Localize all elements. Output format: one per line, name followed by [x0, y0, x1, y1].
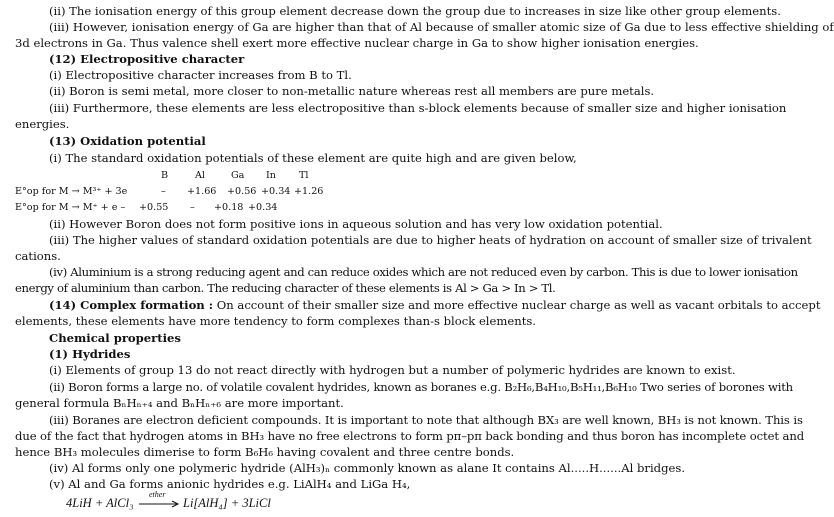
para-less-electropositive-line2: energies.: [15, 117, 70, 131]
heading-hydrides: (1) Hydrides: [49, 347, 131, 361]
para-boron-no-ions: (ii) However Boron does not form positive ions in aqueous solution and has very low oxidation potential.: [49, 217, 663, 231]
para-anionic-hydrides: (v) Al and Ga forms anionic hydrides e.g. LiAlH₄ and LiGa H₄,: [49, 477, 411, 491]
table-header-ga: Ga: [231, 170, 245, 181]
table-row2-in: +0.34: [248, 202, 278, 213]
para-complex-formation-line2: elements, these elements have more tendency to form complexes than-s block elements.: [15, 314, 536, 328]
para-complex-formation-line1: [49, 298, 820, 313]
heading-complex-formation: (14) Complex formation :: [49, 298, 214, 312]
para-less-electropositive-line1: (iii) Furthermore, these elements are less electropositive than s-block elements because of smaller size and higher ionisation: [49, 101, 787, 115]
para-hydrides-intro: (i) Elements of group 13 do not react directly with hydrogen but a number of polymeric hydrides are known to exist.: [49, 363, 736, 377]
table-row1-label: E°op for M → M³⁺ + 3e: [15, 186, 128, 197]
table-row2-al: –: [190, 202, 195, 213]
table-row1-ga: +0.56: [227, 186, 257, 197]
table-row1-tl: +1.26: [294, 186, 324, 197]
table-row1-in: +0.34: [261, 186, 291, 197]
equation-condition: ether: [149, 490, 166, 499]
para-alane: (iv) Al forms only one polymeric hydride (AlH₃)ₙ commonly known as alane It contains Al.....H......Al bridges.: [49, 461, 686, 475]
complex-formation-text: On account of their smaller size and more effective nuclear charge as well as vacant orbitals to accept: [213, 298, 821, 312]
table-header-b: B: [161, 170, 169, 181]
para-ga-ionisation-line1: (iii) However, ionisation energy of Ga are higher than that of Al because of smaller atomic size of Ga due to less effective shielding of: [49, 20, 834, 34]
table-header-al: Al: [195, 170, 205, 181]
para-hydration-line1: (iii) The higher values of standard oxidation potentials are due to higher heats of hydration on account of smaller size of trivalent: [49, 233, 812, 247]
table-header-in: In: [266, 170, 276, 181]
reaction-arrow-icon: [139, 499, 181, 509]
para-boron-semimetal: (ii) Boron is semi metal, more closer to non-metallic nature whereas rest all members are pure metals.: [49, 84, 655, 98]
para-electron-deficient-line1: (iii) Boranes are electron deficient compounds. It is important to note that although BX₃ are well known, BH₃ is not known. This is: [49, 413, 803, 427]
para-boranes-line2: general formula BₙHₙ₊₄ and BₙHₙ₊₆ are more important.: [15, 396, 344, 410]
para-oxidation-potentials-intro: (i) The standard oxidation potentials of these element are quite high and are given below,: [49, 151, 577, 165]
equation-reactants: 4LiH + AlCl₃: [66, 496, 134, 510]
para-hydration-line2: cations.: [15, 249, 61, 263]
heading-chemical-properties: Chemical properties: [49, 331, 181, 345]
para-electropositive-increase: (i) Electropositive character increases from B to Tl.: [49, 68, 352, 82]
para-electron-deficient-line3: hence BH₃ molecules dimerise to form B₆H₆ having covalent and three centre bonds.: [15, 445, 515, 459]
table-header-tl: Tl: [299, 170, 309, 181]
para-electron-deficient-line2: due of the fact that hydrogen atoms in BH₃ have no free electrons to form pπ–pπ back bonding and thus boron has incomplete octet and: [15, 429, 805, 443]
heading-electropositive: (12) Electropositive character: [49, 52, 245, 66]
equation-products: Li[AlH₄] + 3LiCl: [183, 496, 271, 510]
para-boranes-line1: (ii) Boron forms a large no. of volatile covalent hydrides, known as boranes e.g. B₂H₆,B₄H₁₀,B₅H₁₁,B₆H₁₀ Two series of borones with: [49, 380, 793, 394]
table-row1-al: +1.66: [187, 186, 217, 197]
table-row1-b: –: [161, 186, 166, 197]
table-row2-label: E°op for M → M⁺ + e –: [15, 202, 126, 213]
para-aluminium-reducing-line1: (iv) Aluminium is a strong reducing agent and can reduce oxides which are not reduced even by carbon. This is due to lower ionisation: [49, 265, 798, 279]
heading-oxidation-potential: (13) Oxidation potential: [49, 134, 206, 148]
table-row2-b: +0.55: [139, 202, 169, 213]
para-ionisation-decrease: (ii) The ionisation energy of this group element decrease down the group due to increases in size like other group elements.: [49, 4, 781, 18]
para-aluminium-reducing-line2: energy of aluminium than carbon. The reducing character of these elements is Al > Ga > In > Tl.: [15, 281, 556, 295]
para-ga-ionisation-line2: 3d electrons in Ga. Thus valence shell exert more effective nuclear charge in Ga to show higher ionisation energies.: [15, 36, 699, 50]
table-row2-ga: +0.18: [214, 202, 244, 213]
